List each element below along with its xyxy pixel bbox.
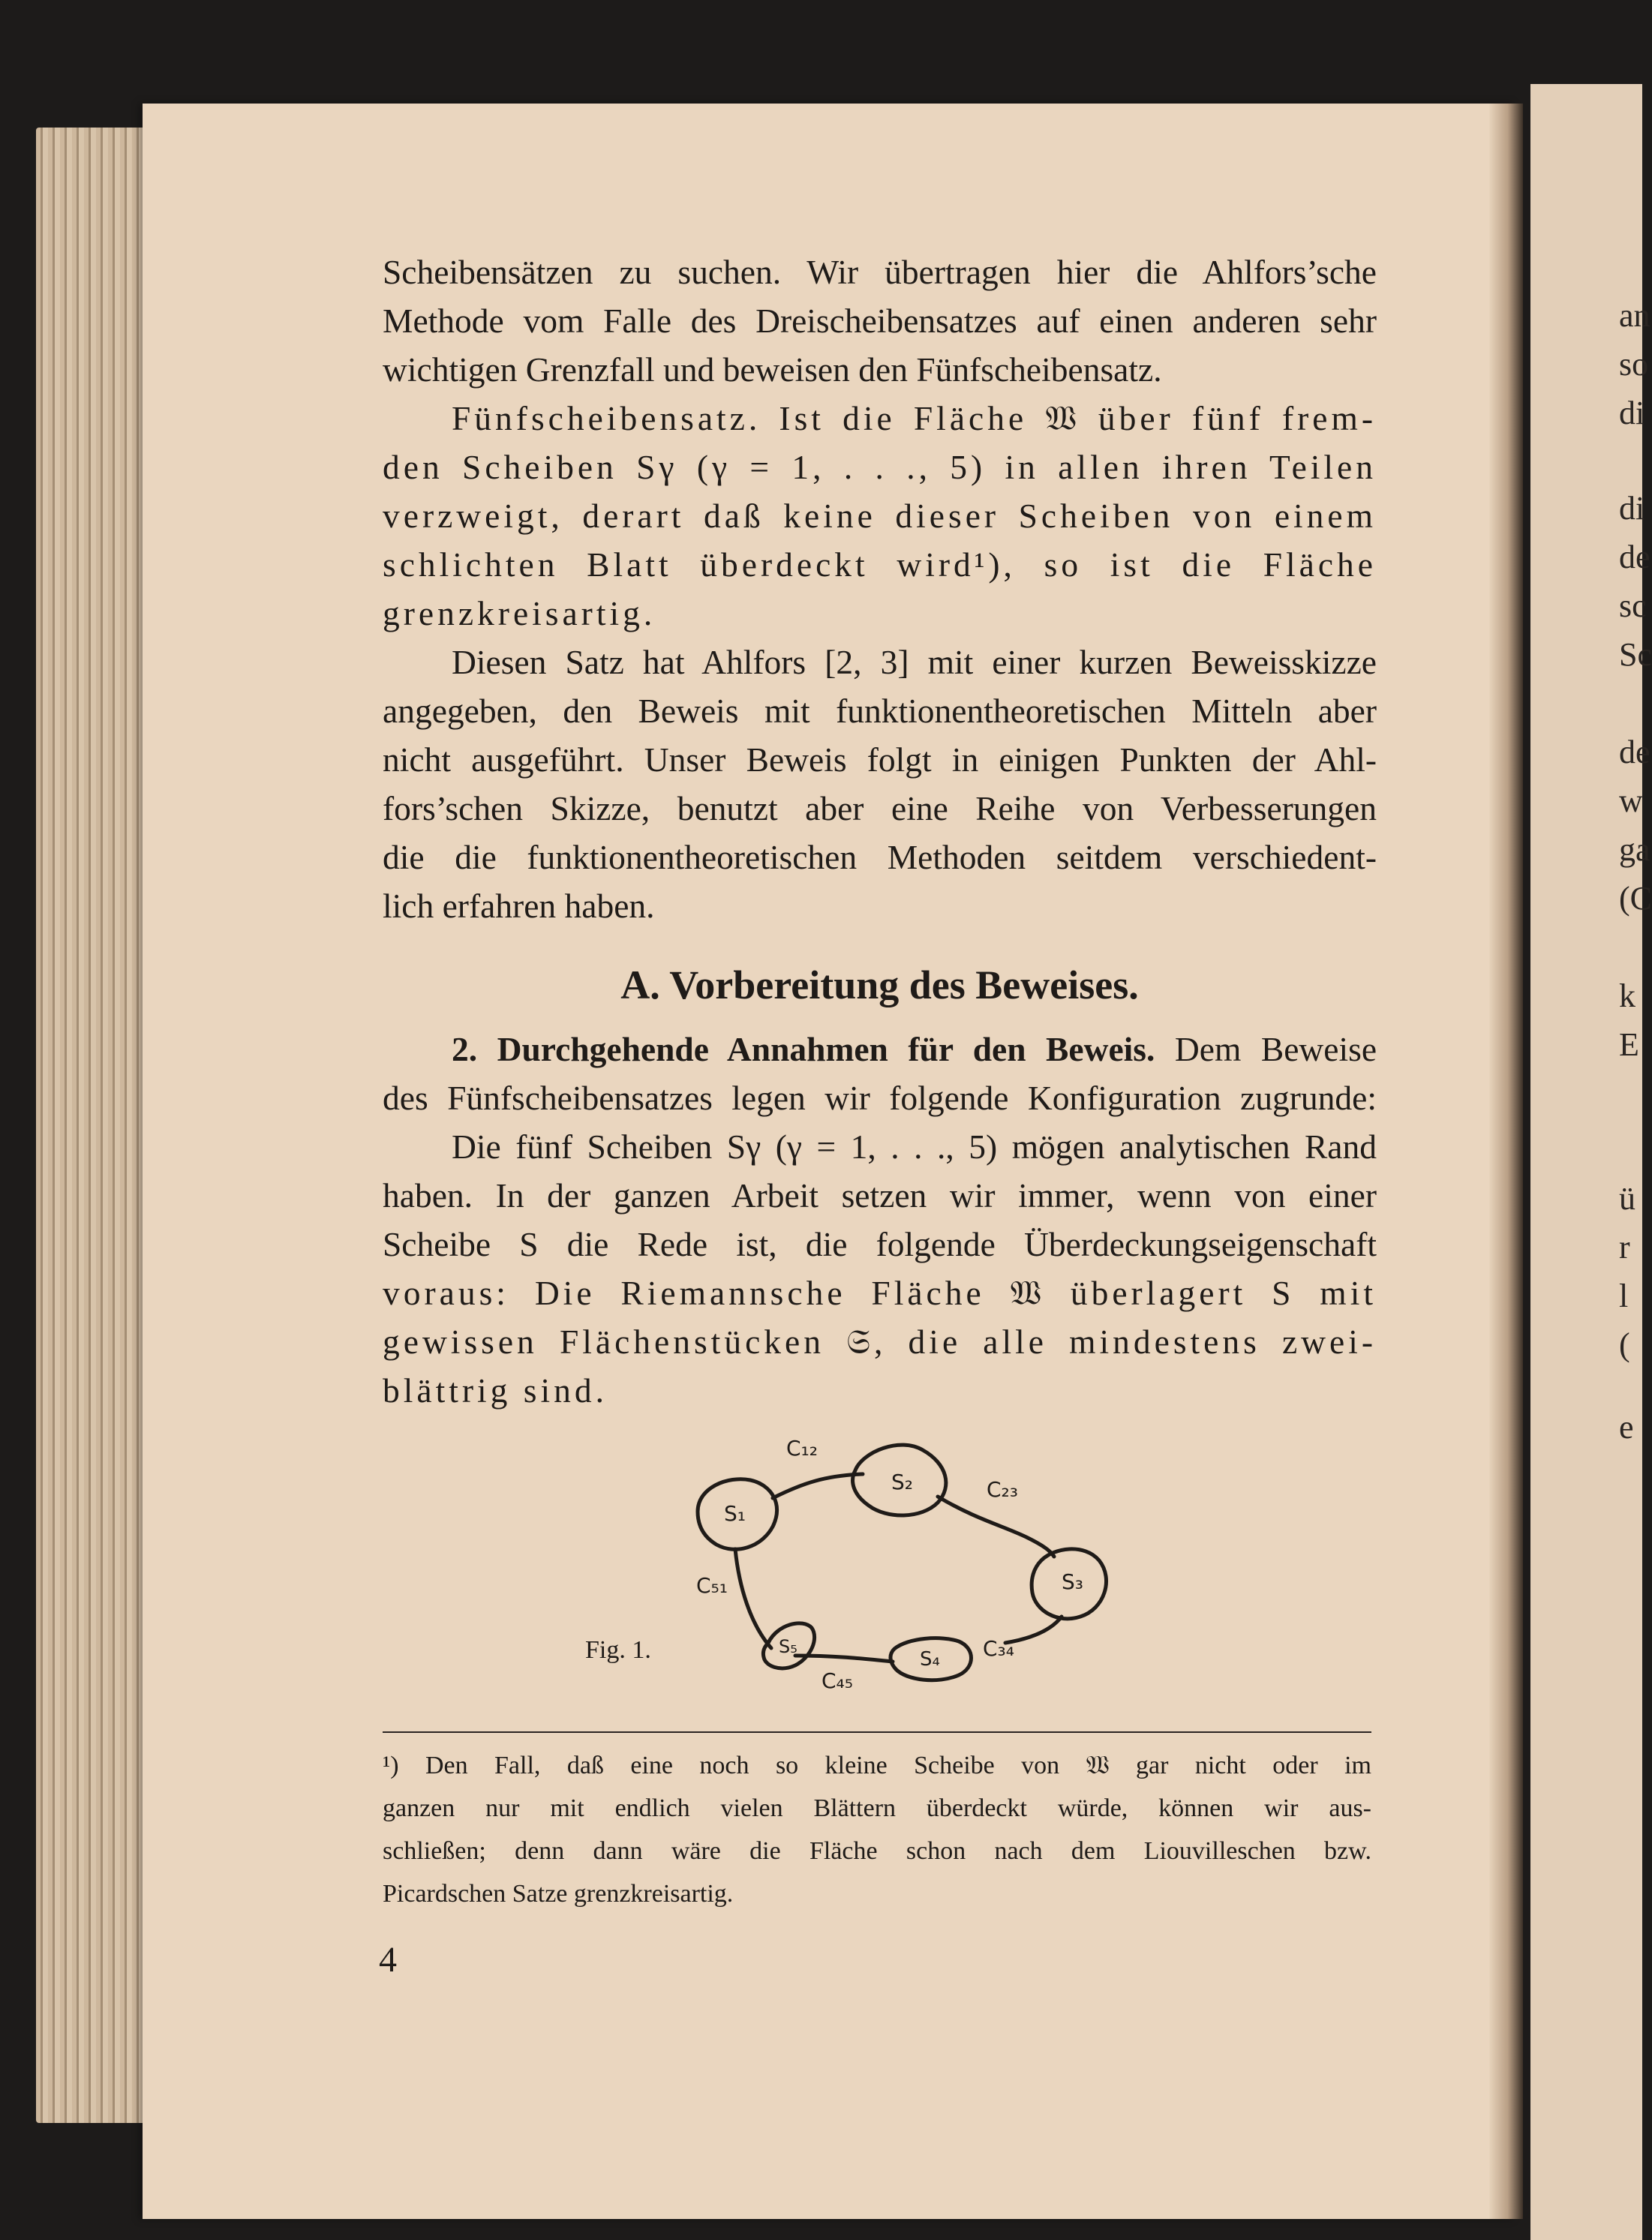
disc-label-s4: S₄ bbox=[920, 1648, 940, 1671]
disc-label-s1: S₁ bbox=[724, 1501, 746, 1526]
figure-1 bbox=[383, 1414, 1377, 1692]
text-line: Scheibensätzen zu suchen. Wir übertragen hier die Ahlfors’sche bbox=[383, 253, 1377, 291]
section-title-line bbox=[383, 1025, 1377, 1073]
facing-page-fragment: ( bbox=[1619, 1326, 1630, 1363]
page-number: 4 bbox=[379, 1940, 397, 1980]
facing-page-fragment: so bbox=[1619, 346, 1649, 383]
arc-label-c45: C₄₅ bbox=[821, 1668, 853, 1693]
facing-page-fragment: di bbox=[1619, 490, 1645, 527]
facing-page-fragment: sc bbox=[1619, 587, 1647, 624]
footnote-rule bbox=[383, 1731, 1371, 1733]
section-title: 2. Durchgehende Annahmen für den Beweis. bbox=[452, 1030, 1155, 1068]
text-line: nicht ausgeführt. Unser Beweis folgt in einigen Punkten der Ahl- bbox=[383, 740, 1377, 779]
theorem-line: den Scheiben Sγ (γ = 1, . . ., 5) in allen ihren Teilen bbox=[383, 448, 1377, 486]
theorem-line: grenzkreisartig. bbox=[383, 594, 656, 632]
arc-label-c34: C₃₄ bbox=[983, 1636, 1014, 1661]
section-text: Dem Beweise bbox=[1174, 1030, 1377, 1068]
facing-page-fragment: e bbox=[1619, 1409, 1634, 1446]
text-line: gewissen Flächenstücken 𝔖, die alle mindestens zwei- bbox=[383, 1323, 1377, 1361]
section-heading: A. Vorbereitung des Beweises. bbox=[620, 962, 1139, 1007]
arc-c23 bbox=[938, 1497, 1054, 1557]
facing-page-fragment: di bbox=[1619, 395, 1645, 431]
footnote-line: ganzen nur mit endlich vielen Blättern überdeckt würde, können wir aus- bbox=[383, 1794, 1371, 1822]
facing-page-fragment: Sc bbox=[1619, 636, 1652, 673]
facing-page-fragment: ü bbox=[1619, 1180, 1635, 1217]
book-gutter bbox=[1489, 104, 1523, 2219]
arc-c51 bbox=[735, 1549, 771, 1648]
theorem-line: Fünfscheibensatz. Ist die Fläche 𝔚 über fünf frem- bbox=[452, 399, 1377, 437]
text-line: lich erfahren haben. bbox=[383, 887, 655, 925]
text-line: Diesen Satz hat Ahlfors [2, 3] mit einer kurzen Beweisskizze bbox=[452, 643, 1377, 681]
text-line: wichtigen Grenzfall und beweisen den Fünfscheibensatz. bbox=[383, 350, 1162, 389]
text-line: Methode vom Falle des Dreischeibensatzes auf einen anderen sehr bbox=[383, 302, 1377, 340]
facing-page-fragment: an bbox=[1619, 297, 1650, 334]
text-line: blättrig sind. bbox=[383, 1371, 608, 1410]
facing-page-fragment: E bbox=[1619, 1026, 1639, 1063]
facing-page-fragment: l bbox=[1619, 1278, 1629, 1314]
disc-label-s5: S₅ bbox=[779, 1636, 797, 1657]
facing-page-fragment: (C bbox=[1619, 880, 1652, 917]
theorem-line: schlichten Blatt überdeckt wird¹), so ist die Fläche bbox=[383, 545, 1377, 584]
body-text bbox=[383, 248, 1377, 1415]
text-line: Scheibe S die Rede ist, die folgende Überdeckungseigenschaft bbox=[383, 1225, 1377, 1263]
footnote-line: schließen; denn dann wäre die Fläche schon nach dem Liouvilleschen bzw. bbox=[383, 1837, 1371, 1865]
text-line: angegeben, den Beweis mit funktionentheoretischen Mitteln aber bbox=[383, 692, 1377, 730]
disc-label-s2: S₂ bbox=[891, 1470, 913, 1494]
text-line: fors’schen Skizze, benutzt aber eine Reihe von Verbesserungen bbox=[383, 789, 1377, 827]
text-line: haben. In der ganzen Arbeit setzen wir immer, wenn von einer bbox=[383, 1176, 1377, 1215]
book-page-edges bbox=[36, 128, 149, 2123]
facing-page bbox=[1530, 84, 1652, 2240]
arc-c45 bbox=[795, 1656, 893, 1662]
theorem-line: verzweigt, derart daß keine dieser Scheiben von einem bbox=[383, 497, 1377, 535]
facing-page-fragment: ga bbox=[1619, 831, 1650, 868]
text-line: Die fünf Scheiben Sγ (γ = 1, . . ., 5) mögen analytischen Rand bbox=[452, 1128, 1377, 1166]
five-discs-diagram bbox=[383, 1414, 1377, 1692]
facing-page-fragment: de bbox=[1619, 734, 1650, 770]
arc-label-c51: C₅₁ bbox=[696, 1573, 728, 1598]
text-line: voraus: Die Riemannsche Fläche 𝔚 überlagert S mit bbox=[383, 1274, 1377, 1312]
facing-page-fragment: k bbox=[1619, 977, 1635, 1014]
figure-caption: Fig. 1. bbox=[585, 1636, 651, 1664]
text-line: die die funktionentheoretischen Methoden seitdem verschiedent- bbox=[383, 838, 1377, 876]
footnote-line: Picardschen Satze grenzkreisartig. bbox=[383, 1880, 734, 1908]
facing-page-fragment: de bbox=[1619, 539, 1650, 575]
text-line: des Fünfscheibensatzes legen wir folgende Konfiguration zugrunde: bbox=[383, 1079, 1377, 1117]
footnote-line: ¹) Den Fall, daß eine noch so kleine Scheibe von 𝔚 gar nicht oder im bbox=[383, 1752, 1371, 1779]
arc-c12 bbox=[773, 1474, 863, 1498]
arc-label-c23: C₂₃ bbox=[987, 1477, 1018, 1502]
arc-label-c12: C₁₂ bbox=[786, 1436, 818, 1461]
footnote bbox=[383, 1744, 1371, 1915]
facing-page-fragment: w bbox=[1619, 782, 1643, 819]
disc-label-s3: S₃ bbox=[1062, 1569, 1083, 1594]
facing-page-fragment: r bbox=[1619, 1229, 1630, 1266]
